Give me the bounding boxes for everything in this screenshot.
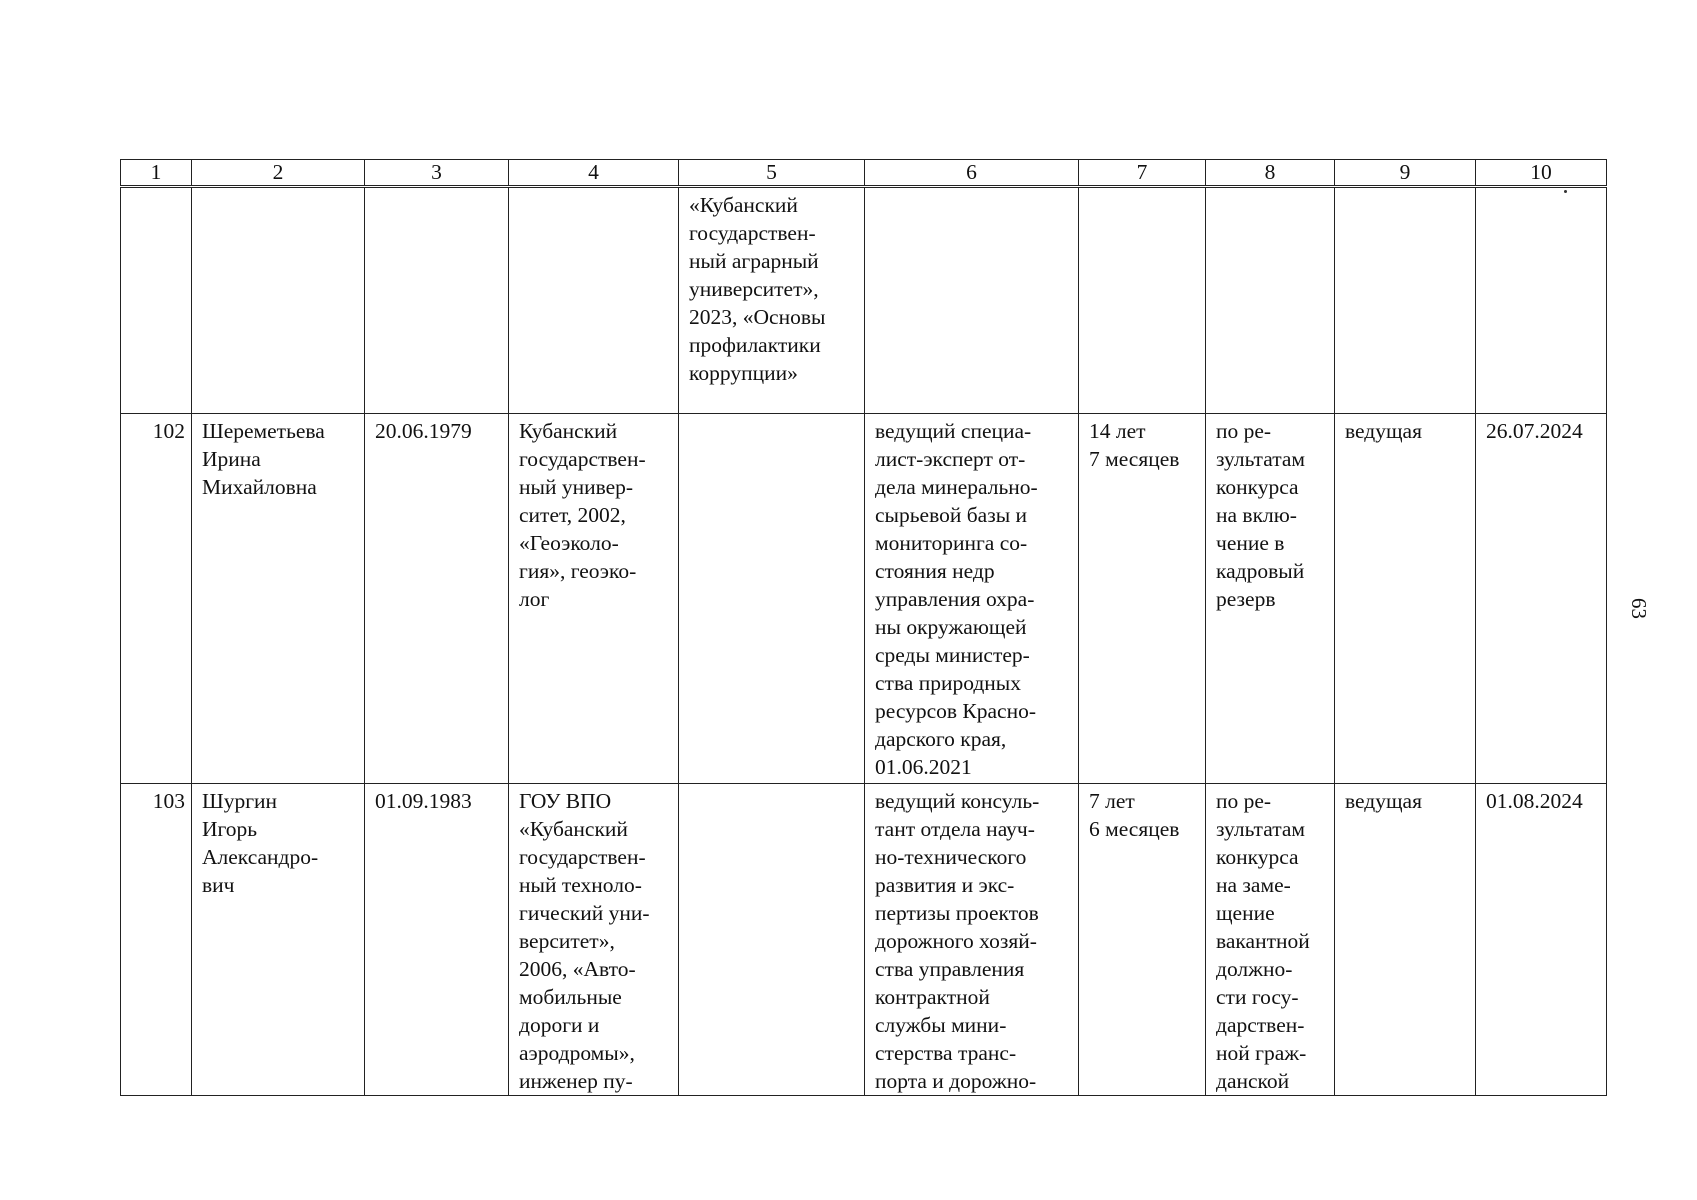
- cell-experience: [1079, 187, 1206, 414]
- header-col-9: 9: [1335, 160, 1476, 187]
- cell-full-name: [192, 187, 365, 414]
- header-col-7: 7: [1079, 160, 1206, 187]
- header-col-10: 10: [1476, 160, 1607, 187]
- cell-experience: 7 лет 6 месяцев: [1079, 784, 1206, 1096]
- cell-position: ведущий специа- лист-эксперт от- дела минерально- сырьевой базы и мониторинга со- стояния недр управления охра- ны окружающей среды министер- ства природных ресурсов Красно- дарского края, 01.06.2021: [865, 414, 1079, 784]
- header-col-6: 6: [865, 160, 1079, 187]
- cell-position-group: ведущая: [1335, 414, 1476, 784]
- cell-education: ГОУ ВПО «Кубанский государствен- ный техноло- гический уни- верситет», 2006, «Авто- мобильные дороги и аэродромы», инженер пу-: [509, 784, 679, 1096]
- cell-date: 26.07.2024: [1476, 414, 1607, 784]
- cell-full-name: Шереметьева Ирина Михайловна: [192, 414, 365, 784]
- cell-birth-date: 20.06.1979: [365, 414, 509, 784]
- cell-position: [865, 187, 1079, 414]
- header-col-4: 4: [509, 160, 679, 187]
- table-row-102: [121, 414, 1607, 784]
- cell-date: [1476, 187, 1607, 414]
- personnel-registry-table: [120, 159, 1607, 1096]
- cell-basis: [1206, 187, 1335, 414]
- cell-basis: по ре- зультатам конкурса на вклю- чение в кадровый резерв: [1206, 414, 1335, 784]
- header-col-2: 2: [192, 160, 365, 187]
- cell-position-group: ведущая: [1335, 784, 1476, 1096]
- header-col-3: 3: [365, 160, 509, 187]
- cell-basis: по ре- зультатам конкурса на заме- щение вакантной должно- сти госу- дарствен- ной граж- данской: [1206, 784, 1335, 1096]
- cell-position: ведущий консуль- тант отдела науч- но-технического развития и экс- пертизы проектов дорожного хозяй- ства управления контрактной службы мини- стерства транс- порта и дорожно-: [865, 784, 1079, 1096]
- cell-additional-education: «Кубанский государствен- ный аграрный университет», 2023, «Основы профилактики коррупции»: [679, 187, 865, 414]
- header-col-5: 5: [679, 160, 865, 187]
- cell-additional-education: [679, 414, 865, 784]
- cell-birth-date: 01.09.1983: [365, 784, 509, 1096]
- table-row-103: [121, 784, 1607, 1096]
- page-number: 63: [1627, 598, 1651, 619]
- cell-education: Кубанский государствен- ный универ- ситет, 2002, «Геоэколо- гия», геоэко- лог: [509, 414, 679, 784]
- cell-education: [509, 187, 679, 414]
- cell-experience: 14 лет 7 месяцев: [1079, 414, 1206, 784]
- header-row: [121, 160, 1607, 187]
- cell-date: 01.08.2024: [1476, 784, 1607, 1096]
- header-col-1: 1: [121, 160, 192, 187]
- table-row-continued: [121, 187, 1607, 414]
- cell-additional-education: [679, 784, 865, 1096]
- cell-birth-date: [365, 187, 509, 414]
- cell-number: [121, 187, 192, 414]
- cell-number: 103: [121, 784, 192, 1096]
- cell-number: 102: [121, 414, 192, 784]
- cell-full-name: Шургин Игорь Александро- вич: [192, 784, 365, 1096]
- header-col-8: 8: [1206, 160, 1335, 187]
- cell-position-group: [1335, 187, 1476, 414]
